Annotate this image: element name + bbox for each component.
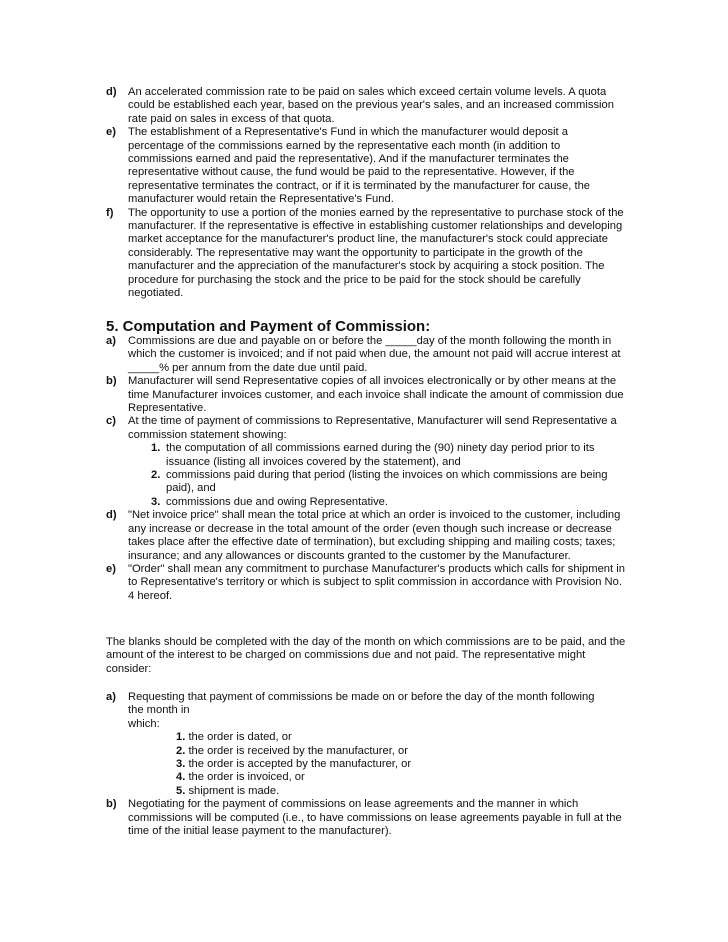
list-item [106, 126, 626, 206]
item-text: At the time of payment of commissions to Representative, Manufacturer will send Representative a commission statement showing: [128, 415, 617, 441]
sub-item-text: the order is invoiced, or [185, 771, 305, 784]
list-item [106, 563, 626, 603]
list-item [106, 86, 626, 126]
item-text: "Order" shall mean any commitment to purchase Manufacturer's products which calls for shipment in to Representative's territory or which is subject to split commission in accordance with Provision No. 4 hereof. [128, 562, 625, 602]
sub-item-text: commissions paid during that period (listing the invoices on which commissions are being paid), and [166, 469, 608, 495]
sub-item-number: 4. [176, 771, 186, 784]
sub-item-number: 3. [151, 495, 161, 508]
sub-list-item [128, 469, 626, 496]
section-heading: 5. Computation and Payment of Commission: [106, 318, 431, 335]
sub-item-text: shipment is made. [185, 784, 280, 797]
sub-item-text: the order is dated, or [185, 731, 292, 744]
item-label: e) [106, 126, 116, 139]
sub-list-item [128, 745, 626, 758]
item-text: Manufacturer will send Representative copies of all invoices electronically or by other means at the time Manufacturer invoices customer, and each invoice shall indicate the amount of commission due Representative. [128, 375, 624, 415]
item-text: Negotiating for the payment of commissions on lease agreements and the manner in which commissions will be computed (i.e., to have commissions on lease agreements payable in full at the time of the initial lease payment to the manufacturer). [128, 798, 622, 838]
sub-list-item [128, 442, 626, 469]
sub-item-number: 5. [176, 784, 186, 797]
item-label: f) [106, 206, 114, 219]
sub-item-number: 1. [151, 442, 161, 455]
list-item [106, 415, 626, 509]
item-text: "Net invoice price" shall mean the total price at which an order is invoiced to the customer, including any increase or decrease in the total amount of the order (even though such increase or decrease takes place after the effective date of termination), but excluding shipping and mailing costs; taxes; insurance; and any allowances or discounts granted to the customer by the Manufacturer. [128, 509, 621, 562]
sub-list-item [128, 758, 626, 771]
item-text: The opportunity to use a portion of the monies earned by the representative to purchase stock of the manufacturer. If the representative is effective in establishing customer relationships and developing market acceptance for the manufacturer's product line, the manufacturer's stock could appreciate considerably. The representative may want the opportunity to participate in the growth of the manufacturer and the appreciation of the manufacturer's stock by acquiring a stock position. The procedure for purchasing the stock and the price to be paid for the stock should be carefully negotiated. [128, 206, 624, 300]
list-item [106, 509, 626, 563]
section-5 [106, 318, 626, 603]
sub-item-text: the order is accepted by the manufacturer, or [185, 758, 412, 771]
list-item [106, 207, 626, 301]
item-text-continued: which: [128, 717, 160, 730]
sub-list-item [128, 731, 626, 744]
sub-list-item [128, 496, 626, 509]
item-text: An accelerated commission rate to be paid on sales which exceed certain volume levels. A quota could be established each year, based on the previous year's sales, and an increased commission rate paid on sales in excess of that quota. [128, 86, 614, 125]
list-item [106, 691, 626, 798]
item-text: Requesting that payment of commissions be made on or before the day of the month following the month in [128, 691, 595, 717]
sub-item-text: commissions due and owing Representative. [166, 495, 389, 508]
item-label: c) [106, 415, 116, 428]
sub-item-number: 3. [176, 758, 186, 771]
list-item [106, 335, 626, 375]
sub-item-text: the computation of all commissions earned during the (90) ninety day period prior to its issuance (listing all invoices covered by the statement), and [166, 442, 595, 468]
sub-item-number: 2. [176, 744, 186, 757]
consider-paragraph [106, 636, 626, 676]
item-label: d) [106, 509, 117, 522]
sub-item-number: 1. [176, 731, 186, 744]
item-label: a) [106, 691, 116, 703]
paragraph-text: The blanks should be completed with the day of the month on which commissions are to be paid, and the amount of the interest to be charged on commissions due and not paid. The representative might consider: [106, 636, 626, 675]
item-label: b) [106, 375, 117, 388]
consider-list [106, 691, 626, 838]
top-list [106, 86, 626, 301]
sub-list-item [128, 771, 626, 784]
sub-item-text: the order is received by the manufacturer, or [185, 744, 408, 757]
sub-item-number: 2. [151, 469, 161, 482]
list-item [106, 375, 626, 415]
item-label: b) [106, 798, 117, 811]
list-item [106, 798, 626, 838]
item-label: e) [106, 562, 116, 575]
item-label: a) [106, 335, 116, 347]
item-text: The establishment of a Representative's Fund in which the manufacturer would deposit a percentage of the commissions earned by the representative each month (in addition to commissions earned and paid the representative). And if the manufacturer terminates the representative without cause, the fund would be paid to the representative. However, if the representative terminates the contract, or if it is terminated by the manufacturer for cause, the manufacturer would retain the Representative's Fund. [128, 126, 591, 206]
item-label: d) [106, 86, 117, 98]
item-text: Commissions are due and payable on or before the _____day of the month following the month in which the customer is invoiced; and if not paid when due, the amount not paid will accrue interest at _____% per annum from the date due until paid. [128, 335, 621, 374]
sub-list-item [128, 785, 626, 798]
